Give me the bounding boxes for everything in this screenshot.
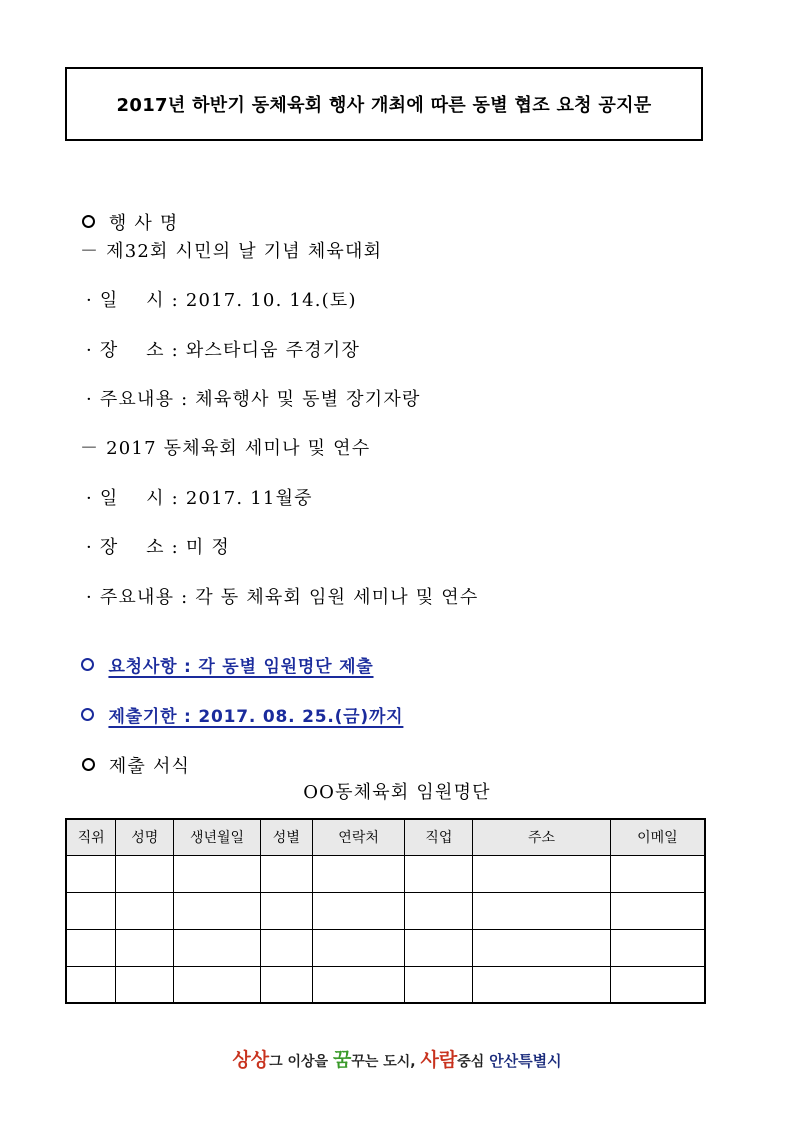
request-text: 요청사항 : 각 동별 임원명단 제출 — [108, 657, 374, 677]
table-row — [66, 966, 705, 1003]
event-2-date: · 일 시 : 2017. 11월중 — [86, 488, 313, 509]
header-position: 직위 — [66, 819, 116, 855]
event-1-place: · 장 소 : 와스타디움 주경기장 — [86, 340, 361, 361]
city-slogan: 상상그 이상을 꿈꾸는 도시, 사람중심 안산특별시 — [232, 1049, 562, 1071]
header-birthdate: 생년월일 — [174, 819, 261, 855]
event-2-place: · 장 소 : 미 정 — [86, 537, 230, 558]
table-row — [66, 855, 705, 892]
deadline-text: 제출기한 : 2017. 08. 25.(금)까지 — [108, 707, 404, 727]
event-1-name: － 제32회 시민의 날 기념 체육대회 — [80, 241, 383, 262]
roster-table — [65, 818, 706, 1004]
table-row — [66, 929, 705, 966]
header-email: 이메일 — [610, 819, 705, 855]
document-title: 2017년 하반기 동체육회 행사 개최에 따른 동별 협조 요청 공지문 — [116, 95, 652, 116]
circle-bullet-icon — [82, 215, 95, 228]
event-2-content: · 주요내용 : 각 동 체육회 임원 세미나 및 연수 — [86, 587, 479, 608]
header-gender: 성별 — [260, 819, 312, 855]
request-line — [68, 632, 374, 677]
circle-bullet-icon — [81, 658, 94, 671]
header-contact: 연락처 — [312, 819, 405, 855]
circle-bullet-icon — [81, 708, 94, 721]
event-heading: 행 사 명 — [68, 188, 178, 235]
form-heading: 제출 서식 — [68, 731, 190, 778]
event-1-date: · 일 시 : 2017. 10. 14.(토) — [86, 290, 357, 311]
title-box — [65, 67, 703, 141]
header-name: 성명 — [116, 819, 174, 855]
event-1-content: · 주요내용 : 체육행사 및 동별 장기자랑 — [86, 389, 421, 410]
table-row — [66, 892, 705, 929]
header-address: 주소 — [473, 819, 611, 855]
event-2-name: － 2017 동체육회 세미나 및 연수 — [80, 438, 371, 459]
form-title: OO동체육회 임원명단 — [303, 782, 491, 803]
deadline-line — [68, 682, 403, 727]
circle-bullet-icon — [82, 758, 95, 771]
table-header-row — [66, 819, 705, 855]
header-occupation: 직업 — [405, 819, 473, 855]
